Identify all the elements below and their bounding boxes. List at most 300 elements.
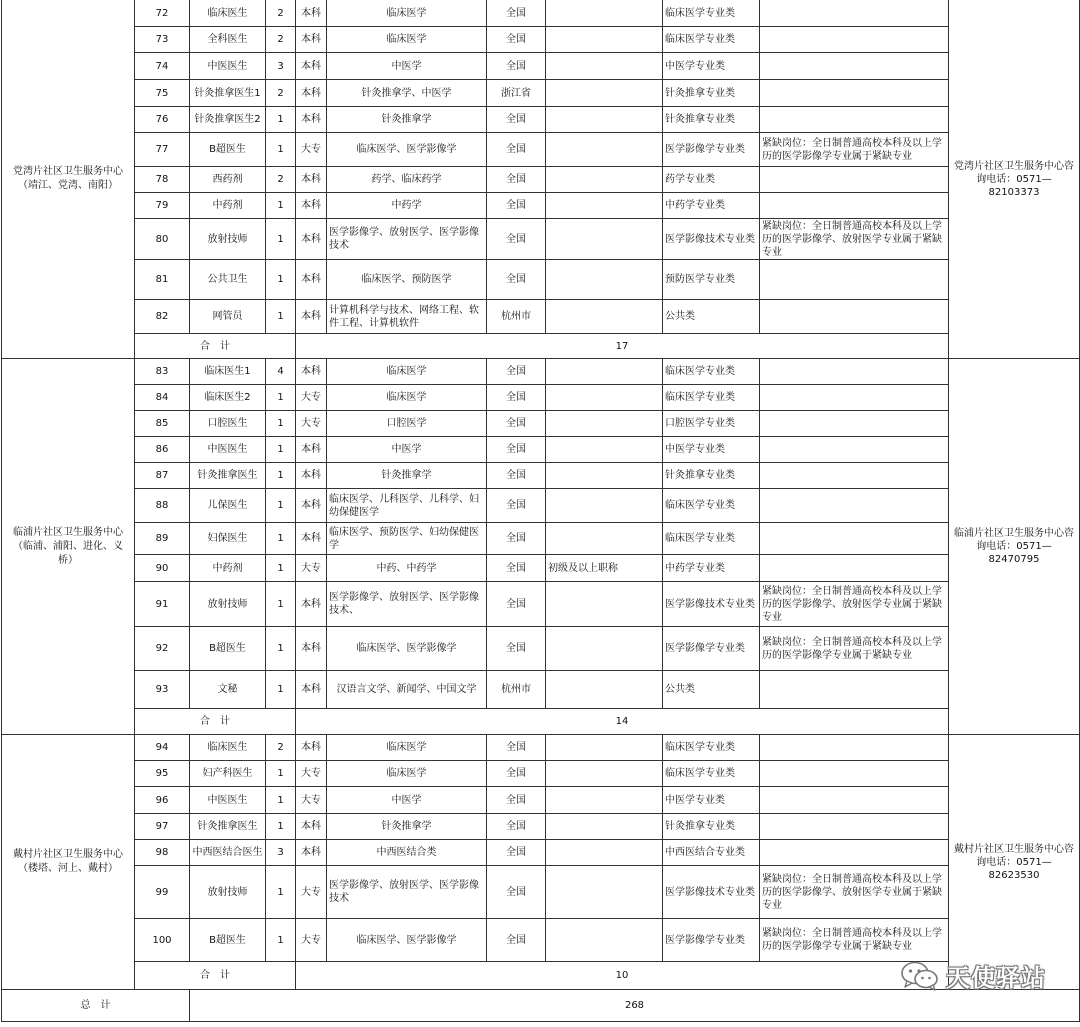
cell-count: 1 [266,411,296,437]
cell-note [760,555,949,582]
cell-major: 医学影像学、放射医学、医学影像技术、 [327,582,487,627]
table-row [2,0,1080,27]
cell-post: 文秘 [190,671,266,709]
cell-post: 妇保医生 [190,523,266,555]
cell-edu: 本科 [296,437,327,463]
cell-post: 临床医生2 [190,385,266,411]
cell-other [546,866,663,919]
cell-edu: 本科 [296,53,327,80]
cell-area: 全国 [487,27,546,53]
cell-count: 1 [266,260,296,300]
cell-major: 针灸推拿学 [327,107,487,133]
table-row [2,107,1080,133]
cell-no: 99 [135,866,190,919]
contact-cell: 戴村片社区卫生服务中心咨询电话：0571—82623530 [949,735,1080,990]
cell-note [760,300,949,334]
cell-count: 1 [266,463,296,489]
cell-no: 73 [135,27,190,53]
cell-other [546,787,663,814]
table-row [2,523,1080,555]
subtotal-label: 合 计 [135,334,296,359]
cell-area: 全国 [487,555,546,582]
subtotal-value: 10 [296,962,949,990]
cell-other [546,761,663,787]
cell-area: 全国 [487,627,546,671]
cell-note: 紧缺岗位：全日制普通高校本科及以上学历的医学影像学专业属于紧缺专业 [760,133,949,167]
cell-major: 临床医学、医学影像学 [327,919,487,962]
cell-count: 1 [266,627,296,671]
cell-other [546,463,663,489]
subtotal-value: 14 [296,709,949,735]
cell-edu: 本科 [296,463,327,489]
cell-edu: 本科 [296,27,327,53]
cell-edu: 本科 [296,582,327,627]
cell-major: 医学影像学、放射医学、医学影像技术 [327,866,487,919]
cell-post: B超医生 [190,919,266,962]
cell-edu: 本科 [296,523,327,555]
table-row [2,761,1080,787]
table-row [2,133,1080,167]
table-row [2,300,1080,334]
cell-post: 网管员 [190,300,266,334]
cell-area: 全国 [487,385,546,411]
cell-post: 针灸推拿医生 [190,814,266,840]
cell-edu: 本科 [296,107,327,133]
table-row [2,219,1080,260]
cell-other [546,167,663,193]
cell-note [760,437,949,463]
cell-count: 1 [266,437,296,463]
cell-exam: 临床医学专业类 [663,359,760,385]
cell-other [546,523,663,555]
cell-no: 74 [135,53,190,80]
table-row [2,53,1080,80]
cell-note [760,787,949,814]
cell-count: 1 [266,133,296,167]
cell-edu: 本科 [296,260,327,300]
cell-other [546,814,663,840]
cell-edu: 大专 [296,133,327,167]
table-row [2,463,1080,489]
cell-count: 1 [266,193,296,219]
contact-cell: 临浦片社区卫生服务中心咨询电话：0571—82470795 [949,359,1080,735]
cell-count: 1 [266,489,296,523]
cell-exam: 针灸推拿专业类 [663,814,760,840]
cell-no: 78 [135,167,190,193]
cell-note [760,671,949,709]
cell-count: 1 [266,219,296,260]
cell-edu: 大专 [296,411,327,437]
cell-area: 全国 [487,411,546,437]
cell-post: 公共卫生 [190,260,266,300]
cell-edu: 本科 [296,735,327,761]
cell-edu: 本科 [296,193,327,219]
cell-major: 临床医学 [327,0,487,27]
table-row [2,555,1080,582]
cell-major: 口腔医学 [327,411,487,437]
cell-note [760,27,949,53]
cell-major: 临床医学、儿科医学、儿科学、妇幼保健医学 [327,489,487,523]
cell-other: 初级及以上职称 [546,555,663,582]
cell-other [546,359,663,385]
cell-other [546,840,663,866]
cell-no: 87 [135,463,190,489]
cell-post: 临床医生1 [190,359,266,385]
cell-major: 中药学 [327,193,487,219]
cell-area: 全国 [487,167,546,193]
table-row [2,919,1080,962]
cell-area: 杭州市 [487,300,546,334]
cell-exam: 口腔医学专业类 [663,411,760,437]
cell-count: 2 [266,27,296,53]
cell-note [760,107,949,133]
cell-no: 85 [135,411,190,437]
cell-count: 1 [266,107,296,133]
table-row [2,167,1080,193]
cell-other [546,735,663,761]
cell-count: 2 [266,80,296,107]
cell-count: 3 [266,840,296,866]
subtotal-row [2,709,1080,735]
table-row [2,582,1080,627]
cell-no: 90 [135,555,190,582]
cell-other [546,27,663,53]
subtotal-row [2,334,1080,359]
cell-major: 医学影像学、放射医学、医学影像技术 [327,219,487,260]
cell-post: 放射技师 [190,866,266,919]
cell-note [760,193,949,219]
cell-other [546,80,663,107]
cell-edu: 大专 [296,555,327,582]
cell-area: 全国 [487,761,546,787]
cell-count: 2 [266,167,296,193]
total-value: 268 [190,990,1080,1022]
cell-edu: 本科 [296,0,327,27]
recruitment-table [1,0,1080,1022]
cell-no: 75 [135,80,190,107]
cell-post: 针灸推拿医生 [190,463,266,489]
cell-exam: 针灸推拿专业类 [663,80,760,107]
unit-name-cell: 临浦片社区卫生服务中心（临浦、浦阳、进化、义桥） [2,359,135,735]
cell-post: 临床医生 [190,735,266,761]
cell-edu: 本科 [296,627,327,671]
cell-area: 全国 [487,107,546,133]
cell-note [760,761,949,787]
cell-post: 中医医生 [190,787,266,814]
cell-area: 全国 [487,463,546,489]
subtotal-label: 合 计 [135,962,296,990]
total-label: 总 计 [2,990,190,1022]
subtotal-label: 合 计 [135,709,296,735]
cell-exam: 医学影像技术专业类 [663,582,760,627]
wechat-icon [900,960,940,992]
cell-note [760,523,949,555]
cell-area: 全国 [487,787,546,814]
cell-note [760,840,949,866]
cell-count: 1 [266,300,296,334]
cell-no: 76 [135,107,190,133]
cell-edu: 本科 [296,80,327,107]
cell-major: 临床医学、预防医学 [327,260,487,300]
cell-other [546,411,663,437]
cell-major: 临床医学、医学影像学 [327,627,487,671]
cell-edu: 本科 [296,219,327,260]
cell-note [760,385,949,411]
cell-note [760,814,949,840]
cell-post: 儿保医生 [190,489,266,523]
cell-exam: 中药学专业类 [663,193,760,219]
cell-major: 中医学 [327,437,487,463]
cell-no: 93 [135,671,190,709]
cell-edu: 大专 [296,385,327,411]
cell-post: 中西医结合医生 [190,840,266,866]
cell-no: 97 [135,814,190,840]
cell-edu: 本科 [296,671,327,709]
cell-edu: 本科 [296,840,327,866]
unit-name-cell: 党湾片社区卫生服务中心（靖江、党湾、南阳） [2,0,135,359]
cell-area: 全国 [487,814,546,840]
cell-exam: 临床医学专业类 [663,0,760,27]
cell-no: 92 [135,627,190,671]
table-row [2,735,1080,761]
cell-other [546,219,663,260]
cell-area: 全国 [487,840,546,866]
cell-other [546,133,663,167]
cell-note: 紧缺岗位：全日制普通高校本科及以上学历的医学影像学、放射医学专业属于紧缺专业 [760,866,949,919]
cell-count: 1 [266,671,296,709]
cell-post: B超医生 [190,133,266,167]
cell-major: 针灸推拿学 [327,463,487,489]
cell-area: 全国 [487,53,546,80]
cell-exam: 预防医学专业类 [663,260,760,300]
table-row [2,437,1080,463]
table-row [2,27,1080,53]
cell-other [546,107,663,133]
cell-area: 全国 [487,866,546,919]
cell-area: 全国 [487,219,546,260]
table-row [2,671,1080,709]
cell-count: 2 [266,735,296,761]
table-row [2,814,1080,840]
cell-note: 紧缺岗位：全日制普通高校本科及以上学历的医学影像学专业属于紧缺专业 [760,919,949,962]
cell-post: 临床医生 [190,0,266,27]
cell-major: 中医学 [327,53,487,80]
table-row [2,80,1080,107]
cell-other [546,919,663,962]
cell-note [760,735,949,761]
cell-no: 88 [135,489,190,523]
cell-exam: 医学影像技术专业类 [663,219,760,260]
watermark [900,958,1046,993]
cell-note [760,359,949,385]
cell-exam: 临床医学专业类 [663,523,760,555]
cell-area: 全国 [487,0,546,27]
cell-note: 紧缺岗位：全日制普通高校本科及以上学历的医学影像学、放射医学专业属于紧缺专业 [760,219,949,260]
cell-exam: 临床医学专业类 [663,735,760,761]
cell-note: 紧缺岗位：全日制普通高校本科及以上学历的医学影像学、放射医学专业属于紧缺专业 [760,582,949,627]
cell-other [546,671,663,709]
table-row [2,840,1080,866]
cell-other [546,437,663,463]
cell-post: 西药剂 [190,167,266,193]
cell-major: 临床医学 [327,27,487,53]
cell-post: 全科医生 [190,27,266,53]
cell-count: 1 [266,919,296,962]
cell-post: 妇产科医生 [190,761,266,787]
cell-no: 77 [135,133,190,167]
cell-no: 100 [135,919,190,962]
cell-major: 临床医学 [327,761,487,787]
cell-count: 1 [266,582,296,627]
cell-exam: 中医学专业类 [663,53,760,80]
cell-major: 汉语言文学、新闻学、中国文学 [327,671,487,709]
table-row [2,866,1080,919]
cell-no: 72 [135,0,190,27]
cell-area: 全国 [487,582,546,627]
table-row [2,385,1080,411]
cell-note [760,53,949,80]
cell-no: 95 [135,761,190,787]
cell-count: 3 [266,53,296,80]
cell-other [546,627,663,671]
cell-note [760,260,949,300]
cell-exam: 医学影像学专业类 [663,627,760,671]
unit-name-cell: 戴村片社区卫生服务中心（楼塔、河上、戴村） [2,735,135,990]
cell-edu: 本科 [296,814,327,840]
table-row [2,260,1080,300]
cell-major: 计算机科学与技术、网络工程、软件工程、计算机软件 [327,300,487,334]
cell-edu: 大专 [296,787,327,814]
cell-exam: 中西医结合专业类 [663,840,760,866]
cell-count: 1 [266,787,296,814]
cell-note [760,0,949,27]
cell-exam: 临床医学专业类 [663,385,760,411]
cell-no: 80 [135,219,190,260]
cell-major: 中医学 [327,787,487,814]
cell-edu: 本科 [296,489,327,523]
cell-post: 针灸推拿医生2 [190,107,266,133]
cell-exam: 针灸推拿专业类 [663,463,760,489]
cell-major: 临床医学、预防医学、妇幼保健医学 [327,523,487,555]
cell-no: 86 [135,437,190,463]
cell-exam: 临床医学专业类 [663,27,760,53]
cell-other [546,489,663,523]
cell-no: 91 [135,582,190,627]
cell-other [546,53,663,80]
cell-no: 79 [135,193,190,219]
cell-post: 中医医生 [190,53,266,80]
cell-exam: 临床医学专业类 [663,489,760,523]
contact-cell: 党湾片社区卫生服务中心咨询电话：0571—82103373 [949,0,1080,359]
cell-exam: 医学影像学专业类 [663,919,760,962]
total-row [2,990,1080,1022]
cell-post: 口腔医生 [190,411,266,437]
cell-no: 96 [135,787,190,814]
cell-edu: 大专 [296,919,327,962]
cell-major: 针灸推拿学、中医学 [327,80,487,107]
cell-edu: 本科 [296,359,327,385]
cell-area: 全国 [487,260,546,300]
cell-exam: 医学影像技术专业类 [663,866,760,919]
cell-other [546,260,663,300]
cell-area: 全国 [487,523,546,555]
cell-other [546,582,663,627]
cell-edu: 本科 [296,167,327,193]
cell-note [760,463,949,489]
cell-count: 4 [266,359,296,385]
cell-area: 全国 [487,133,546,167]
cell-major: 临床医学 [327,359,487,385]
cell-exam: 中医学专业类 [663,787,760,814]
cell-post: 放射技师 [190,219,266,260]
cell-note [760,411,949,437]
cell-major: 中药、中药学 [327,555,487,582]
cell-post: 中药剂 [190,555,266,582]
table-row [2,627,1080,671]
table-row [2,411,1080,437]
cell-note [760,167,949,193]
cell-area: 全国 [487,359,546,385]
cell-count: 1 [266,555,296,582]
cell-note [760,80,949,107]
cell-area: 杭州市 [487,671,546,709]
cell-no: 98 [135,840,190,866]
cell-major: 临床医学、医学影像学 [327,133,487,167]
watermark-text: 天使驿站 [946,964,1046,992]
cell-major: 针灸推拿学 [327,814,487,840]
cell-area: 全国 [487,919,546,962]
cell-no: 82 [135,300,190,334]
table-row [2,489,1080,523]
cell-exam: 医学影像学专业类 [663,133,760,167]
cell-exam: 针灸推拿专业类 [663,107,760,133]
cell-major: 中西医结合类 [327,840,487,866]
cell-count: 1 [266,385,296,411]
cell-other [546,385,663,411]
cell-edu: 本科 [296,300,327,334]
cell-exam: 药学专业类 [663,167,760,193]
cell-edu: 大专 [296,761,327,787]
cell-post: 中医医生 [190,437,266,463]
cell-other [546,193,663,219]
cell-no: 81 [135,260,190,300]
cell-exam: 中医学专业类 [663,437,760,463]
cell-other [546,300,663,334]
cell-area: 全国 [487,735,546,761]
cell-major: 临床医学 [327,385,487,411]
subtotal-value: 17 [296,334,949,359]
table-row [2,787,1080,814]
cell-no: 94 [135,735,190,761]
cell-area: 全国 [487,193,546,219]
cell-exam: 公共类 [663,300,760,334]
cell-count: 2 [266,0,296,27]
cell-exam: 公共类 [663,671,760,709]
cell-major: 临床医学 [327,735,487,761]
cell-note: 紧缺岗位：全日制普通高校本科及以上学历的医学影像学专业属于紧缺专业 [760,627,949,671]
cell-major: 药学、临床药学 [327,167,487,193]
table-row [2,193,1080,219]
cell-other [546,0,663,27]
cell-count: 1 [266,866,296,919]
cell-post: 针灸推拿医生1 [190,80,266,107]
cell-area: 全国 [487,489,546,523]
cell-count: 1 [266,523,296,555]
cell-post: 放射技师 [190,582,266,627]
cell-exam: 中药学专业类 [663,555,760,582]
cell-post: B超医生 [190,627,266,671]
cell-area: 浙江省 [487,80,546,107]
